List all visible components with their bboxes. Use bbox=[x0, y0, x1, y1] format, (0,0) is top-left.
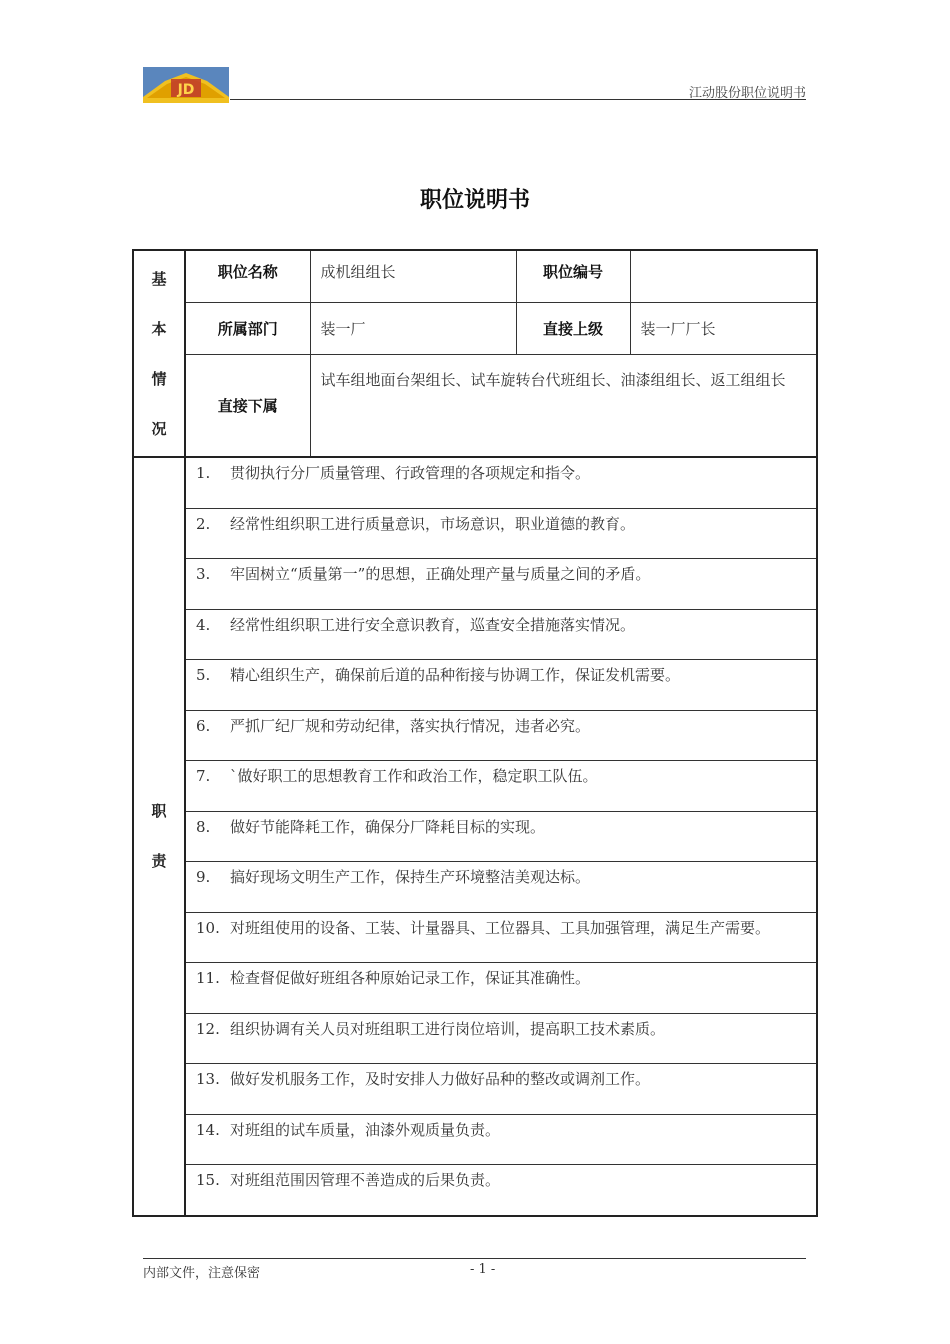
basic-info-char-3: 情 bbox=[151, 369, 167, 388]
duty-number: 11. bbox=[196, 969, 220, 987]
position-name-value: 成机组组长 bbox=[310, 250, 516, 302]
header-company-title: 江动股份职位说明书 bbox=[688, 86, 806, 101]
duty-number: 2. bbox=[196, 514, 211, 533]
duty-item bbox=[185, 660, 817, 711]
job-description-table bbox=[132, 249, 818, 1217]
footer-page-number: - 1 - bbox=[470, 1262, 496, 1277]
duty-row bbox=[133, 761, 817, 812]
duty-number: 10. bbox=[196, 918, 220, 937]
duty-number: 1. bbox=[196, 464, 211, 482]
duty-row bbox=[133, 862, 817, 913]
basic-info-char-4: 况 bbox=[151, 419, 167, 438]
duty-item bbox=[185, 1013, 817, 1064]
duty-item bbox=[185, 811, 817, 862]
duty-row bbox=[133, 710, 817, 761]
department-value: 装一厂 bbox=[310, 302, 516, 354]
duty-number: 7. bbox=[196, 767, 211, 785]
duty-row bbox=[133, 609, 817, 660]
duty-text: 贯彻执行分厂质量管理、行政管理的各项规定和指令。 bbox=[230, 464, 591, 482]
duty-text: 牢固树立“质量第一”的思想，正确处理产量与质量之间的矛盾。 bbox=[230, 565, 651, 583]
duty-text: 精心组织生产，确保前后道的品种衔接与协调工作，保证发机需要。 bbox=[230, 666, 681, 684]
duty-row bbox=[133, 1165, 817, 1216]
duty-item bbox=[185, 963, 817, 1014]
duties-section-label bbox=[133, 457, 185, 1216]
document-title: 职位说明书 bbox=[419, 188, 530, 213]
duty-item bbox=[185, 912, 817, 963]
duty-item bbox=[185, 710, 817, 761]
duty-item bbox=[185, 508, 817, 559]
duty-number: 3. bbox=[196, 565, 211, 583]
duty-row bbox=[133, 559, 817, 610]
position-name-label: 职位名称 bbox=[185, 250, 310, 302]
duty-number: 4. bbox=[196, 615, 211, 634]
duty-row bbox=[133, 1013, 817, 1064]
logo-graphic bbox=[143, 67, 229, 103]
duty-number: 12. bbox=[196, 1019, 220, 1038]
subordinates-label: 直接下属 bbox=[185, 354, 310, 457]
duty-row bbox=[133, 508, 817, 559]
duty-row bbox=[133, 811, 817, 862]
duty-item bbox=[185, 1114, 817, 1165]
duty-text: 经常性组织职工进行质量意识，市场意识，职业道德的教育。 bbox=[230, 514, 636, 533]
subordinates-value: 试车组地面台架组长、试车旋转台代班组长、油漆组组长、返工组组长 bbox=[310, 354, 817, 457]
logo-text: JD bbox=[177, 82, 195, 98]
duty-text: 做好节能降耗工作，确保分厂降耗目标的实现。 bbox=[230, 817, 546, 836]
footer-confidential: 内部文件，注意保密 bbox=[143, 1266, 261, 1281]
department-label: 所属部门 bbox=[185, 302, 310, 354]
company-logo bbox=[143, 67, 229, 103]
position-code-value bbox=[630, 250, 817, 302]
duty-row bbox=[133, 1064, 817, 1115]
duty-text: 对班组使用的设备、工装、计量器具、工位器具、工具加强管理，满足生产需要。 bbox=[230, 918, 771, 937]
duty-number: 13. bbox=[196, 1070, 220, 1088]
duty-text: 严抓厂纪厂规和劳动纪律，落实执行情况，违者必究。 bbox=[230, 716, 591, 735]
duty-text: 组织协调有关人员对班组职工进行岗位培训，提高职工技术素质。 bbox=[230, 1019, 666, 1038]
duty-item bbox=[185, 1165, 817, 1216]
duty-row bbox=[133, 912, 817, 963]
superior-label: 直接上级 bbox=[516, 302, 630, 354]
duty-number: 5. bbox=[196, 666, 211, 684]
duty-item bbox=[185, 1064, 817, 1115]
duty-item bbox=[185, 457, 817, 508]
duty-text: 经常性组织职工进行安全意识教育，巡查安全措施落实情况。 bbox=[230, 615, 636, 634]
duty-number: 6. bbox=[196, 716, 211, 735]
duty-text: 检查督促做好班组各种原始记录工作，保证其准确性。 bbox=[230, 969, 591, 987]
duty-text: 做好发机服务工作，及时安排人力做好品种的整改或调剂工作。 bbox=[230, 1070, 651, 1088]
duty-row bbox=[133, 457, 817, 508]
basic-info-char-1: 基 bbox=[151, 269, 167, 288]
duty-number: 8. bbox=[196, 817, 211, 836]
basic-info-section-label bbox=[133, 250, 185, 457]
duty-number: 15. bbox=[196, 1171, 220, 1189]
duty-item bbox=[185, 862, 817, 913]
duty-item bbox=[185, 761, 817, 812]
duty-item bbox=[185, 609, 817, 660]
superior-value: 装一厂厂长 bbox=[630, 302, 817, 354]
duties-char-1: 职 bbox=[151, 802, 167, 821]
duty-number: 9. bbox=[196, 868, 211, 886]
basic-info-char-2: 本 bbox=[151, 319, 167, 338]
duty-row bbox=[133, 660, 817, 711]
footer-rule bbox=[143, 1258, 806, 1259]
duty-text: 搞好现场文明生产工作，保持生产环境整洁美观达标。 bbox=[230, 868, 591, 886]
duty-item bbox=[185, 559, 817, 610]
duty-text: 对班组范围因管理不善造成的后果负责。 bbox=[230, 1171, 501, 1189]
position-code-label: 职位编号 bbox=[516, 250, 630, 302]
duty-row bbox=[133, 1114, 817, 1165]
duty-number: 14. bbox=[196, 1120, 220, 1139]
duty-row bbox=[133, 963, 817, 1014]
duties-char-2: 责 bbox=[151, 852, 167, 871]
duty-text: 对班组的试车质量，油漆外观质量负责。 bbox=[230, 1120, 501, 1139]
duty-text: `做好职工的思想教育工作和政治工作，稳定职工队伍。 bbox=[230, 767, 598, 785]
